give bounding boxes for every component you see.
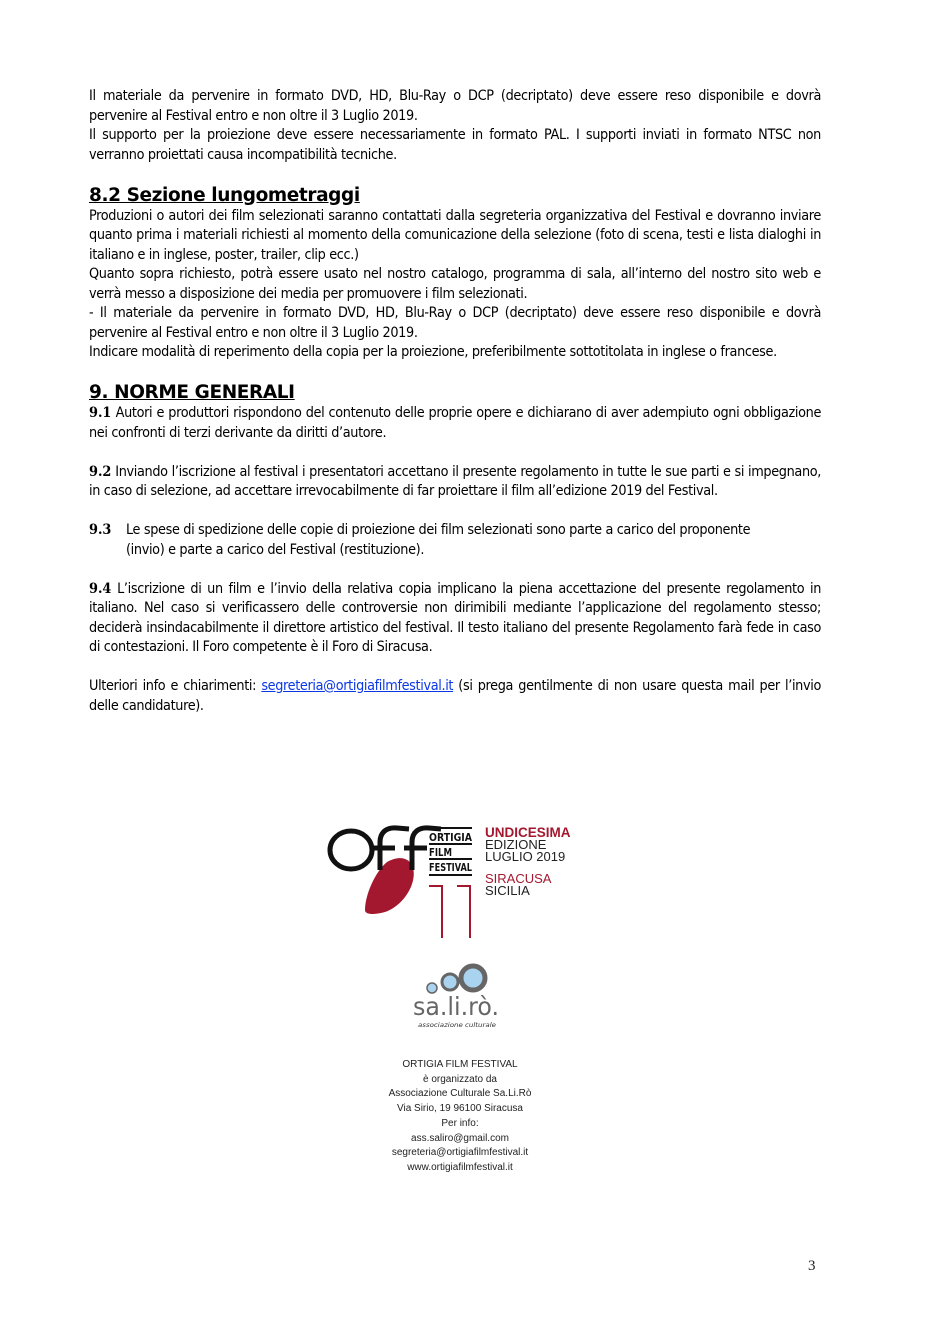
logo-name-festival: FESTIVAL bbox=[429, 861, 473, 874]
edition-city: SIRACUSA bbox=[485, 871, 552, 886]
paragraph-material-format: Il materiale da pervenire in formato DVD, HD, Blu-Ray o DCP (decriptato) deve essere reso disponibile e dovrà pervenire al Festival entro e non oltre il 3 Luglio 2019. bbox=[89, 88, 821, 124]
rule-number: 9.1 bbox=[89, 405, 112, 421]
organizer-email: segreteria@ortigiafilmfestival.it bbox=[391, 1147, 529, 1159]
rule-text: L’iscrizione di un film e l’invio della relativa copia implicano la piena accettazione del presente regolamento in italiano. Nel caso si verificassero delle controversie non dirimibili mediante l’applicazione del regolamento stesso; deciderà insindacabilmente il direttore artistico del festival. Il testo italiano del presente Regolamento farà fede in caso di contestazioni. Il Foro competente è il Foro di Siracusa. bbox=[89, 580, 821, 655]
heading-section-8-2: 8.2 Sezione lungometraggi bbox=[89, 184, 360, 206]
edition-date: LUGLIO 2019 bbox=[485, 849, 566, 864]
rule-9-1 bbox=[89, 404, 821, 443]
contact-email-link[interactable]: segreteria@ortigiafilmfestival.it bbox=[261, 678, 454, 694]
rule-text: Le spese di spedizione delle copie di proiezione dei film selezionati sono parte a carico del proponente (invio) e parte a carico del Festival (restituzione). bbox=[126, 522, 751, 558]
organizer-line: Per info: bbox=[441, 1117, 479, 1129]
document-page bbox=[89, 87, 821, 716]
rule-text: Autori e produttori rispondono del contenuto delle proprie opere e dichiarano di aver adempiuto ogni obbligazione nei confronti di terzi derivante da diritti d’autore. bbox=[89, 405, 822, 441]
edition-label: EDIZIONE bbox=[485, 837, 547, 852]
rule-number: 9.3 bbox=[89, 522, 112, 538]
logo-name-ortigia: ORTIGIA bbox=[429, 831, 473, 844]
rule-9-2 bbox=[89, 463, 821, 502]
logo-name-film: FILM bbox=[429, 846, 452, 859]
paragraph-8-2-copy: Indicare modalità di reperimento della copia per la proiezione, preferibilmente sottotitolata in inglese o francese. bbox=[89, 344, 777, 360]
rule-9-4 bbox=[89, 580, 821, 658]
organizer-email: ass.saliro@gmail.com bbox=[411, 1132, 509, 1144]
paragraph-pal-format: Il supporto per la proiezione deve essere necessariamente in formato PAL. I supporti inviati in formato NTSC non verranno proiettati causa incompatibilità tecniche. bbox=[89, 127, 821, 163]
saliro-name: sa.li.rò. bbox=[413, 992, 499, 1021]
ortigia-film-festival-logo bbox=[325, 820, 595, 945]
bubble-medium-icon bbox=[442, 974, 458, 990]
paragraph-8-2-material: - Il materiale da pervenire in formato DVD, HD, Blu-Ray o DCP (decriptato) deve essere reso disponibile e dovrà pervenire al Festival entro e non oltre il 3 Luglio 2019. bbox=[89, 305, 821, 341]
edition-word: UNDICESIMA bbox=[485, 825, 571, 840]
organizer-line: ORTIGIA FILM FESTIVAL bbox=[402, 1059, 518, 1070]
paragraph-8-2-contact: Produzioni o autori dei film selezionati saranno contattati dalla segreteria organizzativa del Festival e dovranno inviare quanto prima i materiali richiesti al momento della comunicazione della selezione (foto di scena, testi e lista dialoghi in italiano e in inglese, poster, trailer, clip ecc.) bbox=[89, 207, 821, 263]
letter-o-icon bbox=[330, 831, 372, 869]
contact-paragraph bbox=[89, 677, 821, 716]
organizer-line: Associazione Culturale Sa.Li.Rò bbox=[388, 1088, 532, 1100]
red-leaf-shape bbox=[365, 858, 414, 914]
heading-section-9: 9. NORME GENERALI bbox=[89, 382, 295, 403]
page-number: 3 bbox=[808, 1258, 816, 1274]
rule-number: 9.4 bbox=[89, 580, 112, 597]
saliro-logo bbox=[395, 958, 510, 1033]
edition-eleven-mark bbox=[429, 886, 442, 938]
rule-text: Inviando l’iscrizione al festival i presentatori accettano il presente regolamento in tutte le sue parti e si impegnano, in caso di selezione, ad accettare irrevocabilmente di far proiettare il film all’edizione 2019 del Festival. bbox=[89, 463, 821, 499]
rule-9-3 bbox=[89, 521, 821, 560]
bubble-large-icon bbox=[461, 966, 485, 990]
organizer-line: è organizzato da bbox=[423, 1073, 497, 1085]
saliro-subtitle: associazione culturale bbox=[418, 1021, 496, 1029]
contact-prefix: Ulteriori info e chiarimenti: bbox=[89, 678, 262, 694]
contact-suffix: (si prega gentilmente di non usare questa mail per l’invio delle candidature). bbox=[89, 678, 821, 714]
paragraph-8-2-usage: Quanto sopra richiesto, potrà essere usato nel nostro catalogo, programma di sala, all’interno del nostro sito web e verrà messo a disposizione dei media per promuovere i film selezionati. bbox=[89, 266, 821, 302]
organizer-address: Via Sirio, 19 96100 Siracusa bbox=[396, 1103, 523, 1115]
rule-number: 9.2 bbox=[89, 463, 112, 480]
organizer-website: www.ortigiafilmfestival.it bbox=[407, 1161, 513, 1173]
edition-region: SICILIA bbox=[485, 883, 530, 898]
organizer-info bbox=[330, 1058, 590, 1176]
